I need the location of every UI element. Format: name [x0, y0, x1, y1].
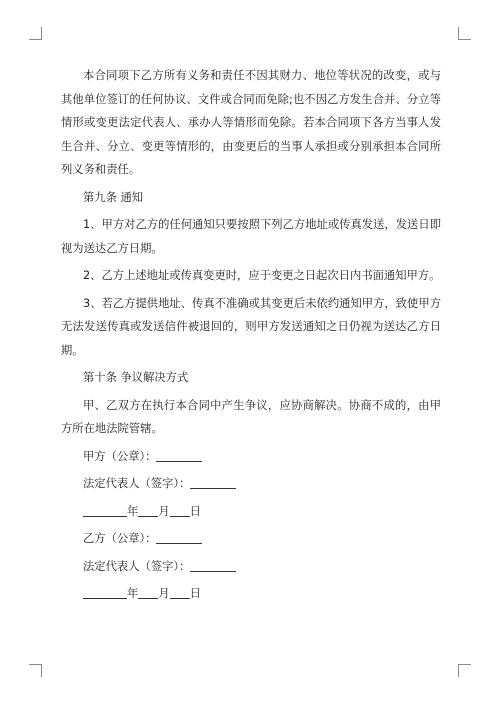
party-a-rep-label: 法定代表人（签字）：	[83, 477, 191, 490]
article-9-item-3: 3、若乙方提供地址、传真不准确或其变更后未依约通知甲方，致使甲方无法发送传真或发送信件被退回的，则甲方发送通知之日仍视为送达乙方日期。	[61, 296, 441, 357]
month-label: 月	[158, 587, 170, 600]
month-label: 月	[158, 504, 170, 518]
party-a-rep-line	[61, 472, 441, 496]
party-a-seal-line	[61, 445, 441, 469]
party-a-seal-blank	[156, 447, 202, 462]
day-label: 日	[189, 504, 201, 518]
year-label: 年	[127, 587, 139, 600]
party-b-year-blank	[83, 584, 127, 599]
party-a-rep-blank	[190, 474, 236, 489]
party-b-seal-line	[61, 527, 441, 551]
crop-mark-bottom-left	[29, 664, 42, 677]
party-b-month-blank	[138, 584, 158, 599]
article-10-title: 第十条 争议解决方式	[83, 371, 189, 384]
document-body	[61, 64, 441, 606]
party-b-rep-blank	[190, 557, 236, 572]
article-9-title: 第九条 通知	[83, 190, 144, 204]
article-9-item-1: 1、甲方对乙方的任何通知只要按照下列乙方地址或传真发送，发送日即视为送达乙方日期。	[61, 218, 441, 255]
party-a-seal-label: 甲方（公章）：	[83, 449, 157, 463]
article-9-item-2: 2、乙方上述地址或传真变更时，应于变更之日起次日内书面通知甲方。	[83, 269, 441, 282]
crop-mark-top-left	[29, 27, 42, 40]
party-a-day-blank	[170, 502, 190, 517]
party-a-month-blank	[138, 502, 158, 517]
crop-mark-top-right	[458, 27, 471, 40]
party-b-rep-line	[61, 555, 441, 579]
party-b-seal-blank	[156, 529, 202, 544]
year-label: 年	[127, 504, 139, 518]
obligation-paragraph: 本合同项下乙方所有义务和责任不因其财力、地位等状况的改变，或与其他单位签订的任何协议、文件或合同而免除;也不因乙方发生合并、分立等情形或变更法定代表人、承办人等情形而免除。若本合同项下各方当事人发生合并、分立、变更等情形的，由变更后的当事人承担或分别承担本合同所列义务和责任。	[61, 69, 441, 176]
party-a-year-blank	[83, 502, 127, 517]
party-b-seal-label: 乙方（公章）：	[83, 532, 157, 545]
party-a-date-line	[61, 500, 441, 524]
party-b-rep-label: 法定代表人（签字）：	[83, 559, 191, 573]
party-b-date-line	[61, 582, 441, 606]
crop-mark-bottom-right	[458, 664, 471, 677]
article-10-body: 甲、乙双方在执行本合同中产生争议，应协商解决。协商不成的，由甲方所在地法院管辖。	[61, 398, 441, 435]
day-label: 日	[189, 587, 201, 600]
party-b-day-blank	[170, 584, 190, 599]
